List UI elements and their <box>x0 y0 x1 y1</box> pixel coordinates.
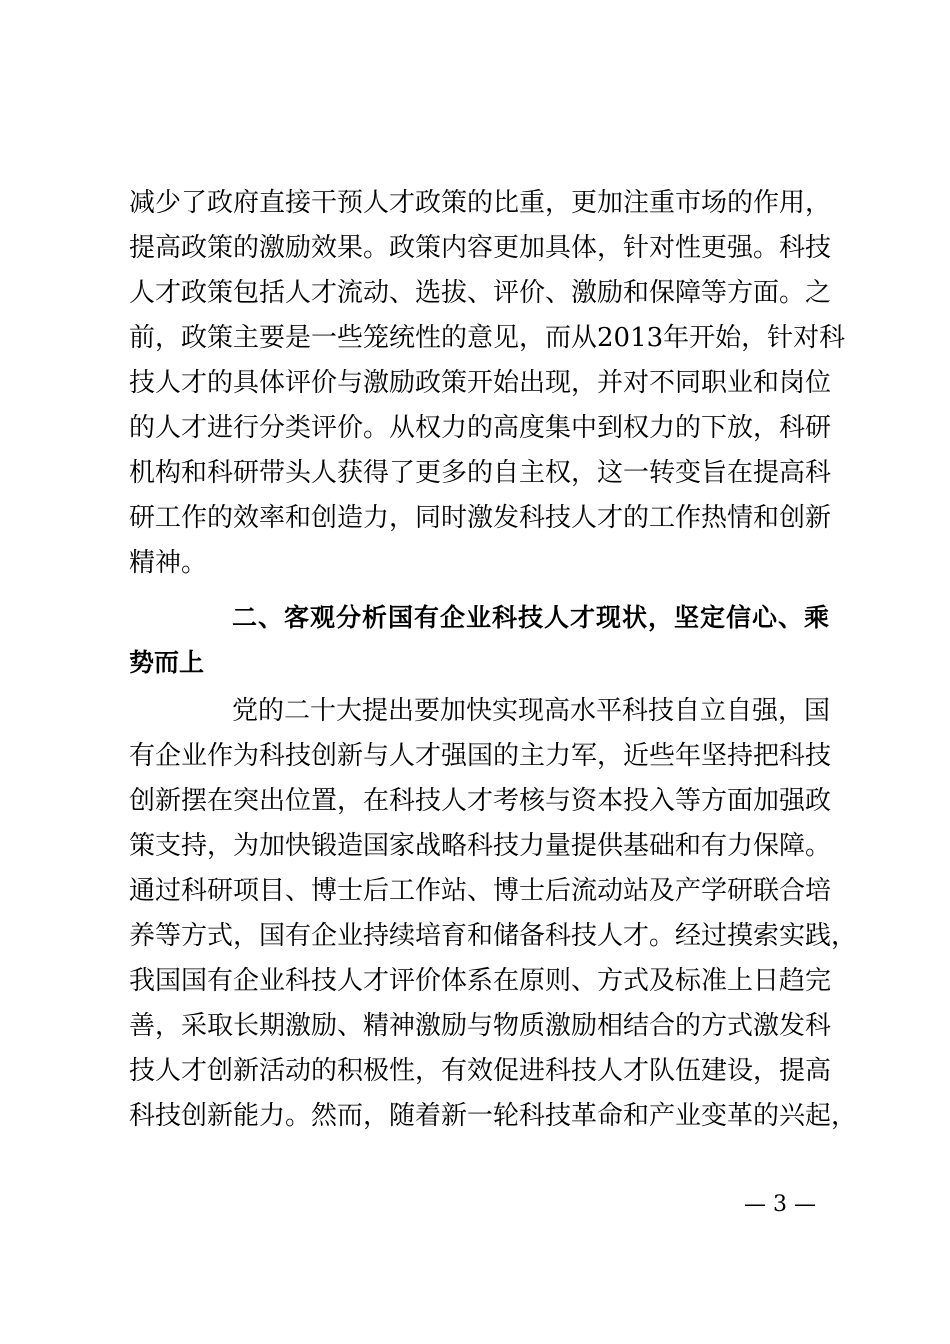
paragraph-2-line-8: 善，采取长期激励、精神激励与物质激励相结合的方式激发科 <box>129 1011 832 1041</box>
paragraph-1-line-7: 机构和科研带头人获得了更多的自主权，这一转变旨在提高科 <box>129 458 832 488</box>
paragraph-1-line-4: 前，政策主要是一些笼统性的意见，而从2013年开始，针对科 <box>129 323 846 353</box>
paragraph-1-line-3: 人才政策包括人才流动、选拔、评价、激励和保障等方面。之 <box>129 278 832 308</box>
paragraph-2-line-2: 有企业作为科技创新与人才强国的主力军，近些年坚持把科技 <box>129 741 832 771</box>
paragraph-2-line-6: 养等方式，国有企业持续培育和储备科技人才。经过摸索实践， <box>129 921 858 951</box>
paragraph-2-line-3: 创新摆在突出位置，在科技人才考核与资本投入等方面加强政 <box>129 786 832 816</box>
paragraph-2-line-7: 我国国有企业科技人才评价体系在原则、方式及标准上日趋完 <box>129 966 832 996</box>
paragraph-2-line-9: 技人才创新活动的积极性，有效促进科技人才队伍建设，提高 <box>129 1056 832 1086</box>
section-heading-line-2: 势而上 <box>129 648 205 677</box>
paragraph-1-line-2: 提高政策的激励效果。政策内容更加具体，针对性更强。科技 <box>129 233 832 263</box>
paragraph-2-line-10: 科技创新能力。然而，随着新一轮科技革命和产业变革的兴起， <box>129 1101 858 1131</box>
section-heading-line-1: 二、客观分析国有企业科技人才现状，坚定信心、乘 <box>232 603 829 632</box>
paragraph-2-line-5: 通过科研项目、博士后工作站、博士后流动站及产学研联合培 <box>129 876 832 906</box>
paragraph-2-line-4: 策支持，为加快锻造国家战略科技力量提供基础和有力保障。 <box>129 831 832 861</box>
page-number: — 3 — <box>744 1192 816 1217</box>
paragraph-1-line-9: 精神。 <box>129 548 208 578</box>
paragraph-1-line-1: 减少了政府直接干预人才政策的比重，更加注重市场的作用， <box>129 188 832 218</box>
paragraph-2-line-1: 党的二十大提出要加快实现高水平科技自立自强，国 <box>232 696 831 726</box>
paragraph-1-line-8: 研工作的效率和创造力，同时激发科技人才的工作热情和创新 <box>129 503 832 533</box>
paragraph-1-line-6: 的人才进行分类评价。从权力的高度集中到权力的下放，科研 <box>129 413 832 443</box>
paragraph-1-line-5: 技人才的具体评价与激励政策开始出现，并对不同职业和岗位 <box>129 368 832 398</box>
